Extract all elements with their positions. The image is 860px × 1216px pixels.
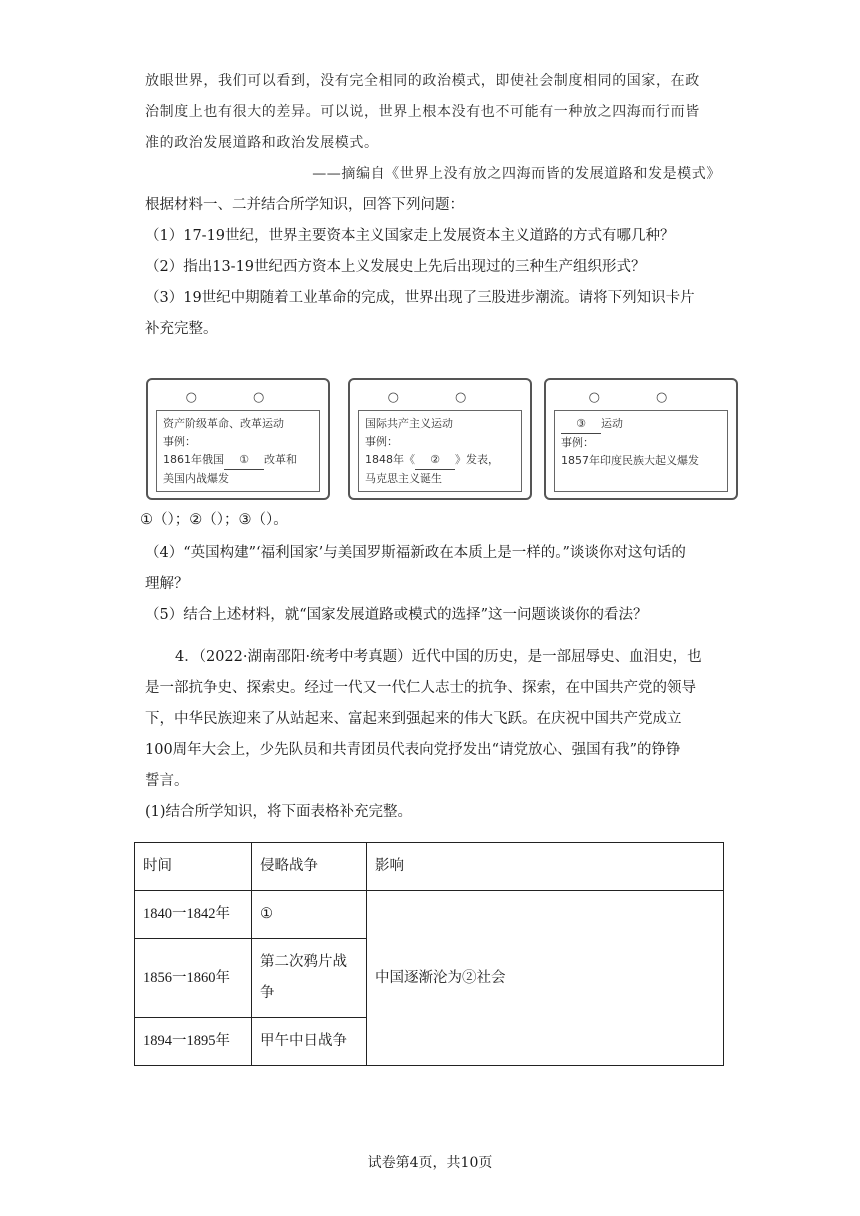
table-cell-war: 甲午中日战争 <box>252 1018 367 1066</box>
history-table <box>134 842 724 1066</box>
question-4-block <box>145 642 731 828</box>
table-cell-war: 第二次鸦片战争 <box>252 939 367 1018</box>
table-cell-effect: 中国逐渐沦为②社会 <box>367 891 724 1066</box>
q4-line: 是一部抗争史、探索史。经过一代又一代仁人志士的抗争、探索，在中国共产党的领导 <box>145 680 696 696</box>
material-line: 放眼世界，我们可以看到，没有完全相同的政治模式，即使社会制度相同的国家，在政 <box>145 73 700 89</box>
card-text: 1848年《 <box>365 453 415 466</box>
table-cell-time: 1856一1860年 <box>135 939 252 1018</box>
q4-line: 100周年大会上，少先队员和共青团员代表向党抒发出“请党放心、强国有我”的铮铮 <box>145 742 681 758</box>
card-text: 》发表， <box>455 453 499 466</box>
table-cell-time: 1894一1895年 <box>135 1018 252 1066</box>
card-label: 事例： <box>163 435 196 448</box>
material-line: 治制度上也有很大的差异。可以说，世界上根本没有也不可能有一种放之四海而行而皆 <box>145 104 700 120</box>
card-text: 改革和 <box>264 453 297 466</box>
question-2: （2）指出13-19世纪西方资本上义发展史上先后出现过的三种生产组织形式？ <box>145 259 646 275</box>
card-label: 事例： <box>561 436 594 449</box>
question-5: （5）结合上述材料，就“国家发展道路或模式的选择”这一问题谈谈你的看法？ <box>145 607 648 623</box>
card-holes: ○ ○ <box>588 390 694 405</box>
material-source: ——摘编自《世界上没有放之四海而皆的发展道路和发是模式》 <box>312 166 721 182</box>
card-holes: ○ ○ <box>185 390 291 405</box>
table-cell-war: ① <box>252 891 367 939</box>
table-cell-time: 1840一1842年 <box>135 891 252 939</box>
knowledge-card <box>348 378 532 500</box>
material-line: 准的政治发展道路和政治发展模式。 <box>145 135 379 151</box>
material-excerpt <box>145 66 735 190</box>
table-header-row <box>135 843 724 891</box>
card-blank: ③ <box>561 415 601 434</box>
card-title: 运动 <box>601 417 623 430</box>
table-header: 侵略战争 <box>252 843 367 891</box>
card-holes: ○ ○ <box>387 390 493 405</box>
question-intro: 根据材料一、二并结合所学知识，回答下列问题： <box>145 197 464 213</box>
q4-sub1: (1)结合所学知识，将下面表格补充完整。 <box>145 804 413 820</box>
question-block <box>145 190 735 345</box>
card-title: 资产阶级革命、改革运动 <box>163 417 284 430</box>
question-4: （4）“英国构建”‘福利国家’与美国罗斯福新政在本质上是一样的。”谈谈你对这句话的 <box>145 545 686 561</box>
card-title: 国际共产主义运动 <box>365 417 453 430</box>
knowledge-card <box>544 378 738 500</box>
table-row <box>135 891 724 939</box>
card-text: 1861年俄国 <box>163 453 224 466</box>
question-3-cont: 补充完整。 <box>145 321 218 337</box>
page-footer: 试卷第4页，共10页 <box>367 1155 493 1171</box>
question-4-cont: 理解？ <box>145 576 189 592</box>
card-blank: ① <box>224 451 264 470</box>
q4-line: 誓言。 <box>145 773 189 789</box>
card-blank: ② <box>415 451 455 470</box>
question-3: （3）19世纪中期随着工业革命的完成，世界出现了三股进步潮流。请将下列知识卡片 <box>145 290 695 306</box>
answer-blanks: ①（）；②（）；③（）。 <box>140 512 288 528</box>
table-header: 影响 <box>367 843 724 891</box>
card-label: 事例： <box>365 435 398 448</box>
q4-line: 4．（2022·湖南邵阳·统考中考真题）近代中国的历史，是一部屈辱史、血泪史，也 <box>175 649 702 665</box>
card-text: 马克思主义诞生 <box>365 472 442 485</box>
question-1: （1）17-19世纪，世界主要资本主义国家走上发展资本主义道路的方式有哪几种？ <box>145 228 675 244</box>
knowledge-card <box>146 378 330 500</box>
knowledge-cards <box>140 378 740 500</box>
card-text: 美国内战爆发 <box>163 472 229 485</box>
q4-line: 下，中华民族迎来了从站起来、富起来到强起来的伟大飞跃。在庆祝中国共产党成立 <box>145 711 682 727</box>
card-text: 1857年印度民族大起义爆发 <box>561 454 699 467</box>
question-block-2 <box>145 538 735 631</box>
table-header: 时间 <box>135 843 252 891</box>
